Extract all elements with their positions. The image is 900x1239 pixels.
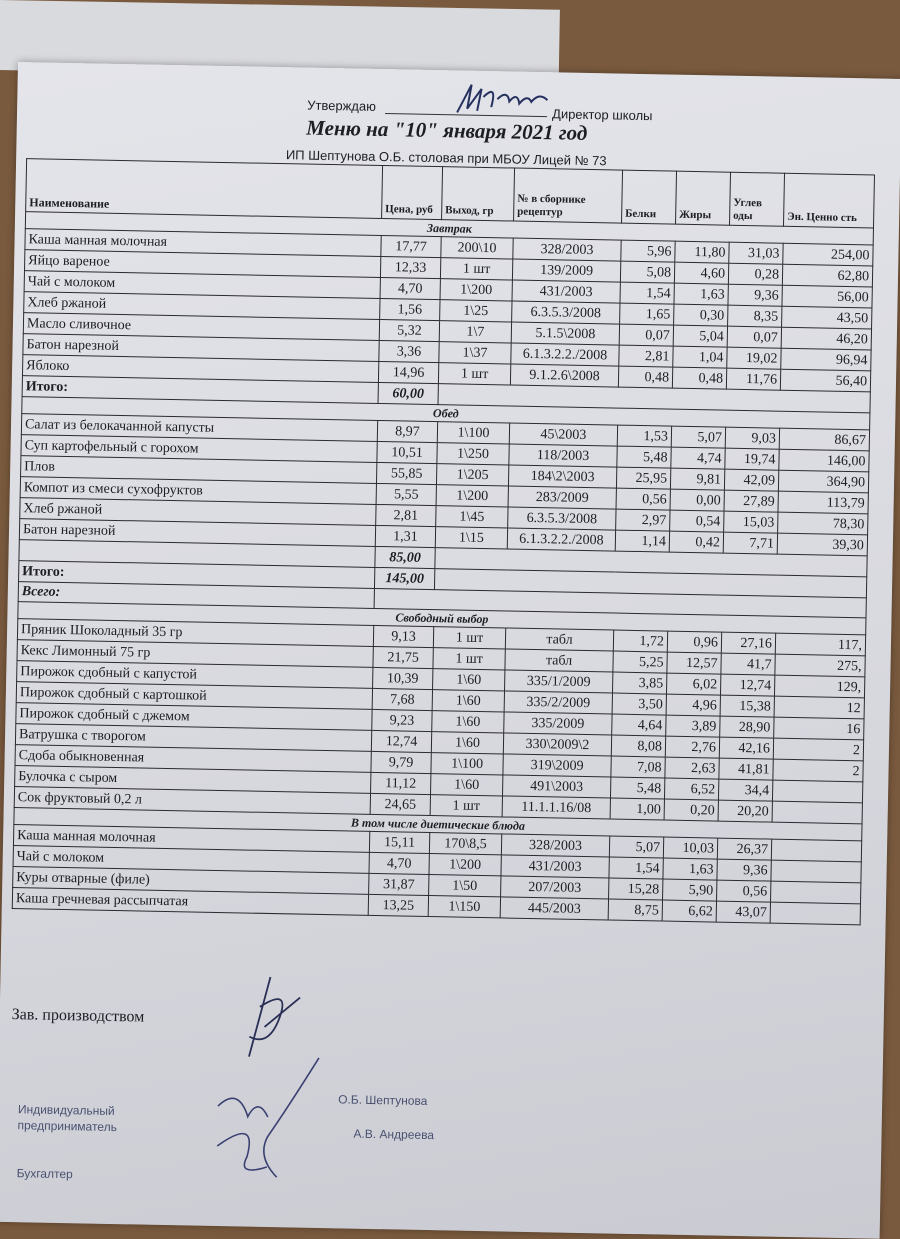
dish-name: Чай с молоком <box>24 271 380 299</box>
dish-name: Пирожок сдобный с джемом <box>16 703 372 731</box>
col-header-price: Цена, руб <box>382 166 443 220</box>
section-label: Обед <box>22 397 870 430</box>
dish-name: Батон нарезной <box>23 334 379 362</box>
approve-role: Директор школы <box>551 106 653 124</box>
dish-recipe: 431/2003 <box>512 280 620 303</box>
dish-price: 1,56 <box>380 298 440 320</box>
dish-carbs: 41,7 <box>721 653 775 675</box>
dish-price: 10,39 <box>373 667 433 689</box>
dish-yield: 1\200 <box>440 279 512 301</box>
dish-protein: 0,07 <box>619 324 673 346</box>
dish-protein: 2,97 <box>616 509 670 531</box>
dish-recipe: 6.3.5.3/2008 <box>508 507 616 530</box>
dish-name: Куры отварные (филе) <box>13 867 369 895</box>
dish-energy: 113,79 <box>778 491 868 514</box>
dish-energy: 39,30 <box>777 533 867 556</box>
dish-carbs: 43,07 <box>716 901 770 923</box>
stamp-name-2: А.В. Андреева <box>353 1126 435 1143</box>
dish-name: Яблоко <box>22 355 378 383</box>
dish-fat: 9,81 <box>670 468 724 490</box>
dish-fat: 4,74 <box>671 447 725 469</box>
dish-recipe: 5.1.5\2008 <box>511 322 619 345</box>
dish-fat: 1,63 <box>663 858 717 880</box>
dish-fat: 1,63 <box>674 283 728 305</box>
dish-energy: 117, <box>775 633 865 656</box>
dish-recipe: 45\2003 <box>509 423 617 446</box>
section-label: В том числе диетические блюда <box>14 808 862 841</box>
dish-name: Пирожок сдобный с картошкой <box>16 682 372 710</box>
col-header-yield: Выход, гр <box>442 167 515 221</box>
dish-price: 4,70 <box>369 852 429 874</box>
dish-protein: 5,25 <box>613 651 667 673</box>
dish-yield: 1 шт <box>430 795 502 817</box>
dish-yield: 170\8,5 <box>429 833 501 855</box>
dish-fat: 5,04 <box>673 325 727 347</box>
dish-energy: 56,00 <box>782 285 872 308</box>
dish-energy: 364,90 <box>778 470 868 493</box>
dish-name: Плов <box>21 456 377 484</box>
dish-yield: 1\60 <box>432 690 504 712</box>
dish-name: Кекс Лимонный 75 гр <box>17 640 373 668</box>
dish-yield: 1 шт <box>433 627 505 649</box>
section-label: Свободный выбор <box>18 602 866 635</box>
dish-fat: 12,57 <box>667 652 721 674</box>
dish-recipe: табл <box>505 628 613 651</box>
dish-energy: 78,30 <box>778 512 868 535</box>
dish-yield: 1\50 <box>429 875 501 897</box>
dish-name: Сок фруктовый 0,2 л <box>14 787 370 815</box>
dish-protein: 1,54 <box>609 857 663 879</box>
dish-name: Ватрушка с творогом <box>15 724 371 752</box>
dish-carbs: 41,81 <box>719 758 773 780</box>
dish-energy <box>771 839 861 862</box>
dish-carbs: 42,16 <box>719 737 773 759</box>
dish-price: 5,55 <box>376 483 436 505</box>
dish-protein: 15,28 <box>609 878 663 900</box>
dish-name: Пирожок сдобный с капустой <box>17 661 373 689</box>
production-head-label: Зав. производством <box>11 1006 145 1026</box>
dish-name: Батон нарезной <box>19 519 375 547</box>
col-header-fat: Жиры <box>676 171 731 225</box>
dish-name: Каша манная молочная <box>13 825 369 853</box>
dish-fat: 0,30 <box>674 304 728 326</box>
dish-fat: 6,52 <box>664 778 718 800</box>
dish-recipe: табл <box>505 649 613 672</box>
dish-energy: 129, <box>774 675 864 698</box>
dish-yield: 1\250 <box>437 443 509 465</box>
col-header-energy: Эн. Ценно сть <box>783 173 874 228</box>
dish-recipe: 184\2\2003 <box>508 465 616 488</box>
dish-energy: 43,50 <box>782 306 872 329</box>
dish-yield: 1\205 <box>436 464 508 486</box>
col-header-protein: Белки <box>622 170 677 224</box>
dish-yield: 1\15 <box>435 527 507 549</box>
dish-carbs: 28,90 <box>720 716 774 738</box>
dish-price: 24,65 <box>370 793 430 815</box>
dish-protein: 1,53 <box>617 425 671 447</box>
dish-price: 9,13 <box>373 625 433 647</box>
dish-energy <box>771 860 861 883</box>
dish-yield: 1\100 <box>437 422 509 444</box>
dish-price: 31,87 <box>369 873 429 895</box>
dish-energy: 254,00 <box>783 243 873 266</box>
director-signature <box>447 78 558 120</box>
dish-fat: 5,07 <box>671 426 725 448</box>
dish-carbs: 9,03 <box>725 427 779 449</box>
dish-carbs: 26,37 <box>717 838 771 860</box>
dish-protein: 8,75 <box>608 899 662 921</box>
dish-energy <box>772 780 862 803</box>
dish-energy: 275, <box>775 654 865 677</box>
dish-price: 3,36 <box>379 340 439 362</box>
dish-price: 5,32 <box>379 319 439 341</box>
dish-yield: 1\25 <box>440 300 512 322</box>
dish-fat: 3,89 <box>666 715 720 737</box>
dish-energy: 2 <box>773 759 863 782</box>
dish-energy: 62,80 <box>782 264 872 287</box>
dish-yield: 1 шт <box>440 258 512 280</box>
dish-price: 12,74 <box>371 730 431 752</box>
dish-energy: 46,20 <box>781 327 871 350</box>
dish-energy: 12 <box>774 696 864 719</box>
dish-energy: 56,40 <box>780 369 870 392</box>
dish-protein: 7,08 <box>611 756 665 778</box>
dish-carbs: 7,71 <box>723 532 777 554</box>
dish-fat: 0,54 <box>670 510 724 532</box>
dish-price: 1,31 <box>375 525 435 547</box>
dish-recipe: 6.1.3.2.2./2008 <box>511 343 619 366</box>
stamp-role-2: Бухгалтер <box>16 1166 73 1182</box>
dish-yield: 1\200 <box>436 485 508 507</box>
dish-fat: 0,96 <box>667 631 721 653</box>
dish-energy <box>772 801 862 824</box>
dish-protein: 5,08 <box>620 261 674 283</box>
dish-price: 55,85 <box>376 462 436 484</box>
dish-name: Чай с молоком <box>13 846 369 874</box>
dish-name: Хлеб ржаной <box>24 292 380 320</box>
dish-protein: 5,48 <box>610 777 664 799</box>
dish-carbs: 12,74 <box>720 674 774 696</box>
total-value: 60,00 <box>378 382 438 404</box>
dish-protein: 0,48 <box>618 366 672 388</box>
dish-yield: 1\60 <box>433 669 505 691</box>
dish-fat: 2,76 <box>665 736 719 758</box>
dish-yield: 1\37 <box>439 342 511 364</box>
dish-price: 11,12 <box>371 772 431 794</box>
dish-carbs: 0,28 <box>728 263 782 285</box>
dish-recipe: 328/2003 <box>501 834 609 857</box>
dish-protein: 4,64 <box>612 714 666 736</box>
dish-fat: 6,02 <box>666 673 720 695</box>
dish-protein: 25,95 <box>616 467 670 489</box>
dish-yield: 1\150 <box>428 896 500 918</box>
dish-name: Масло сливочное <box>23 313 379 341</box>
dish-recipe: 319\2009 <box>503 754 611 777</box>
dish-price: 13,25 <box>368 894 428 916</box>
dish-price: 9,23 <box>372 709 432 731</box>
approve-label: Утверждаю <box>307 97 377 114</box>
dish-name: Каша гречневая рассыпчатая <box>12 888 368 916</box>
dish-price: 10,51 <box>377 441 437 463</box>
dish-name: Компот из смеси сухофруктов <box>20 477 376 505</box>
dish-yield: 1\60 <box>432 711 504 733</box>
menu-title: Меню на "10" января 2021 год <box>306 115 588 145</box>
dish-recipe: 491\2003 <box>502 775 610 798</box>
stamp-name-1: О.Б. Шептунова <box>338 1092 428 1109</box>
dish-price: 7,68 <box>372 688 432 710</box>
dish-fat: 2,63 <box>665 757 719 779</box>
dish-carbs: 20,20 <box>718 800 772 822</box>
total-value: 145,00 <box>374 567 434 589</box>
dish-fat: 6,62 <box>662 900 716 922</box>
dish-protein: 1,72 <box>613 630 667 652</box>
dish-protein: 8,08 <box>611 735 665 757</box>
dish-carbs: 9,36 <box>717 859 771 881</box>
dish-name: Яйцо вареное <box>24 250 380 278</box>
dish-protein: 0,56 <box>616 488 670 510</box>
dish-protein: 1,00 <box>610 798 664 820</box>
dish-protein: 1,14 <box>615 530 669 552</box>
dish-recipe: 6.1.3.2.2./2008 <box>507 528 615 551</box>
dish-energy: 86,67 <box>779 428 869 451</box>
grand-total-label: Всего: <box>18 582 374 609</box>
dish-recipe: 335/2/2009 <box>504 691 612 714</box>
dish-recipe: 118/2003 <box>509 444 617 467</box>
dish-carbs: 19,74 <box>725 448 779 470</box>
dish-carbs: 0,56 <box>717 880 771 902</box>
dish-price: 2,81 <box>376 504 436 526</box>
dish-protein: 5,96 <box>621 240 675 262</box>
dish-recipe: 330\2009\2 <box>503 733 611 756</box>
dish-recipe: 11.1.1.16/08 <box>502 796 610 819</box>
dish-carbs: 42,09 <box>724 469 778 491</box>
section-label: Завтрак <box>25 212 873 245</box>
dish-carbs: 11,76 <box>726 368 780 390</box>
dish-fat: 1,04 <box>673 346 727 368</box>
dish-name: Сдоба обыкновенная <box>15 745 371 773</box>
dish-price: 21,75 <box>373 646 433 668</box>
dish-recipe: 9.1.2.6\2008 <box>510 364 618 387</box>
col-header-carbs: Углев оды <box>729 172 784 226</box>
dish-price: 4,70 <box>380 277 440 299</box>
dish-recipe: 328/2003 <box>513 238 621 261</box>
dish-recipe: 335/1/2009 <box>505 670 613 693</box>
dish-price: 14,96 <box>378 361 438 383</box>
dish-energy <box>770 902 860 925</box>
dish-carbs: 15,38 <box>720 695 774 717</box>
dish-energy: 146,00 <box>779 449 869 472</box>
col-header-name: Наименование <box>26 159 383 219</box>
menu-subtitle: ИП Шептунова О.Б. столовая при МБОУ Лицей № 73 <box>285 147 607 169</box>
dish-name: Суп картофельный с горохом <box>21 435 377 463</box>
dish-yield: 1\60 <box>431 732 503 754</box>
dish-energy <box>771 881 861 904</box>
dish-carbs: 19,02 <box>727 347 781 369</box>
dish-carbs: 27,89 <box>724 490 778 512</box>
dish-energy: 16 <box>774 717 864 740</box>
dish-yield: 200\10 <box>441 237 513 259</box>
dish-yield: 1\100 <box>431 753 503 775</box>
dish-protein: 3,85 <box>612 672 666 694</box>
dish-recipe: 139/2009 <box>512 259 620 282</box>
stamp-title-1: Индивидуальный <box>17 1102 115 1119</box>
dish-fat: 10,03 <box>663 837 717 859</box>
menu-table <box>12 158 875 925</box>
dish-carbs: 15,03 <box>724 511 778 533</box>
dish-protein: 3,50 <box>612 693 666 715</box>
dish-carbs: 8,35 <box>728 305 782 327</box>
stamp-title-2: предприниматель <box>17 1118 118 1135</box>
dish-yield: 1\7 <box>439 321 511 343</box>
dish-yield: 1 шт <box>433 648 505 670</box>
dish-protein: 5,48 <box>617 446 671 468</box>
dish-carbs: 27,16 <box>721 632 775 654</box>
dish-fat: 0,48 <box>672 367 726 389</box>
dish-name: Булочка с сыром <box>15 766 371 794</box>
dish-protein: 2,81 <box>619 345 673 367</box>
total-label: Итого: <box>19 561 375 589</box>
dish-recipe: 207/2003 <box>501 876 609 899</box>
dish-fat: 11,80 <box>675 241 729 263</box>
dish-name: Хлеб ржаной <box>20 498 376 526</box>
dish-carbs: 31,03 <box>729 242 783 264</box>
dish-price: 9,79 <box>371 751 431 773</box>
dish-protein: 1,54 <box>620 282 674 304</box>
dish-recipe: 6.3.5.3/2008 <box>512 301 620 324</box>
dish-yield: 1\45 <box>436 506 508 528</box>
dish-carbs: 0,07 <box>727 326 781 348</box>
dish-fat: 0,00 <box>670 489 724 511</box>
dish-recipe: 431/2003 <box>501 855 609 878</box>
dish-name: Каша манная молочная <box>25 229 381 257</box>
dish-fat: 0,42 <box>669 531 723 553</box>
dish-fat: 0,20 <box>664 799 718 821</box>
dish-fat: 5,90 <box>663 879 717 901</box>
dish-protein: 5,07 <box>609 836 663 858</box>
col-header-recipe: № в сборнике рецептур <box>514 168 623 223</box>
dish-fat: 4,96 <box>666 694 720 716</box>
dish-price: 15,11 <box>369 831 429 853</box>
dish-yield: 1\60 <box>431 774 503 796</box>
total-label: Итого: <box>22 376 378 404</box>
dish-recipe: 445/2003 <box>500 897 608 920</box>
dish-price: 17,77 <box>381 236 441 258</box>
dish-carbs: 9,36 <box>728 284 782 306</box>
dish-energy: 96,94 <box>781 348 871 371</box>
dish-name: Пряник Шоколадный 35 гр <box>17 619 373 647</box>
dish-recipe: 335/2009 <box>504 712 612 735</box>
dish-price: 12,33 <box>380 257 440 279</box>
dish-price: 8,97 <box>377 420 437 442</box>
stamp-signatures <box>196 1046 339 1189</box>
dish-yield: 1 шт <box>438 363 510 385</box>
dish-fat: 4,60 <box>674 262 728 284</box>
dish-protein: 1,65 <box>620 303 674 325</box>
dish-yield: 1\200 <box>429 854 501 876</box>
dish-carbs: 34,4 <box>718 779 772 801</box>
dish-energy: 2 <box>773 738 863 761</box>
dish-name: Салат из белокачанной капусты <box>21 414 377 442</box>
subtotal-value: 85,00 <box>375 546 435 568</box>
dish-recipe: 283/2009 <box>508 486 616 509</box>
menu-document <box>0 62 900 1239</box>
